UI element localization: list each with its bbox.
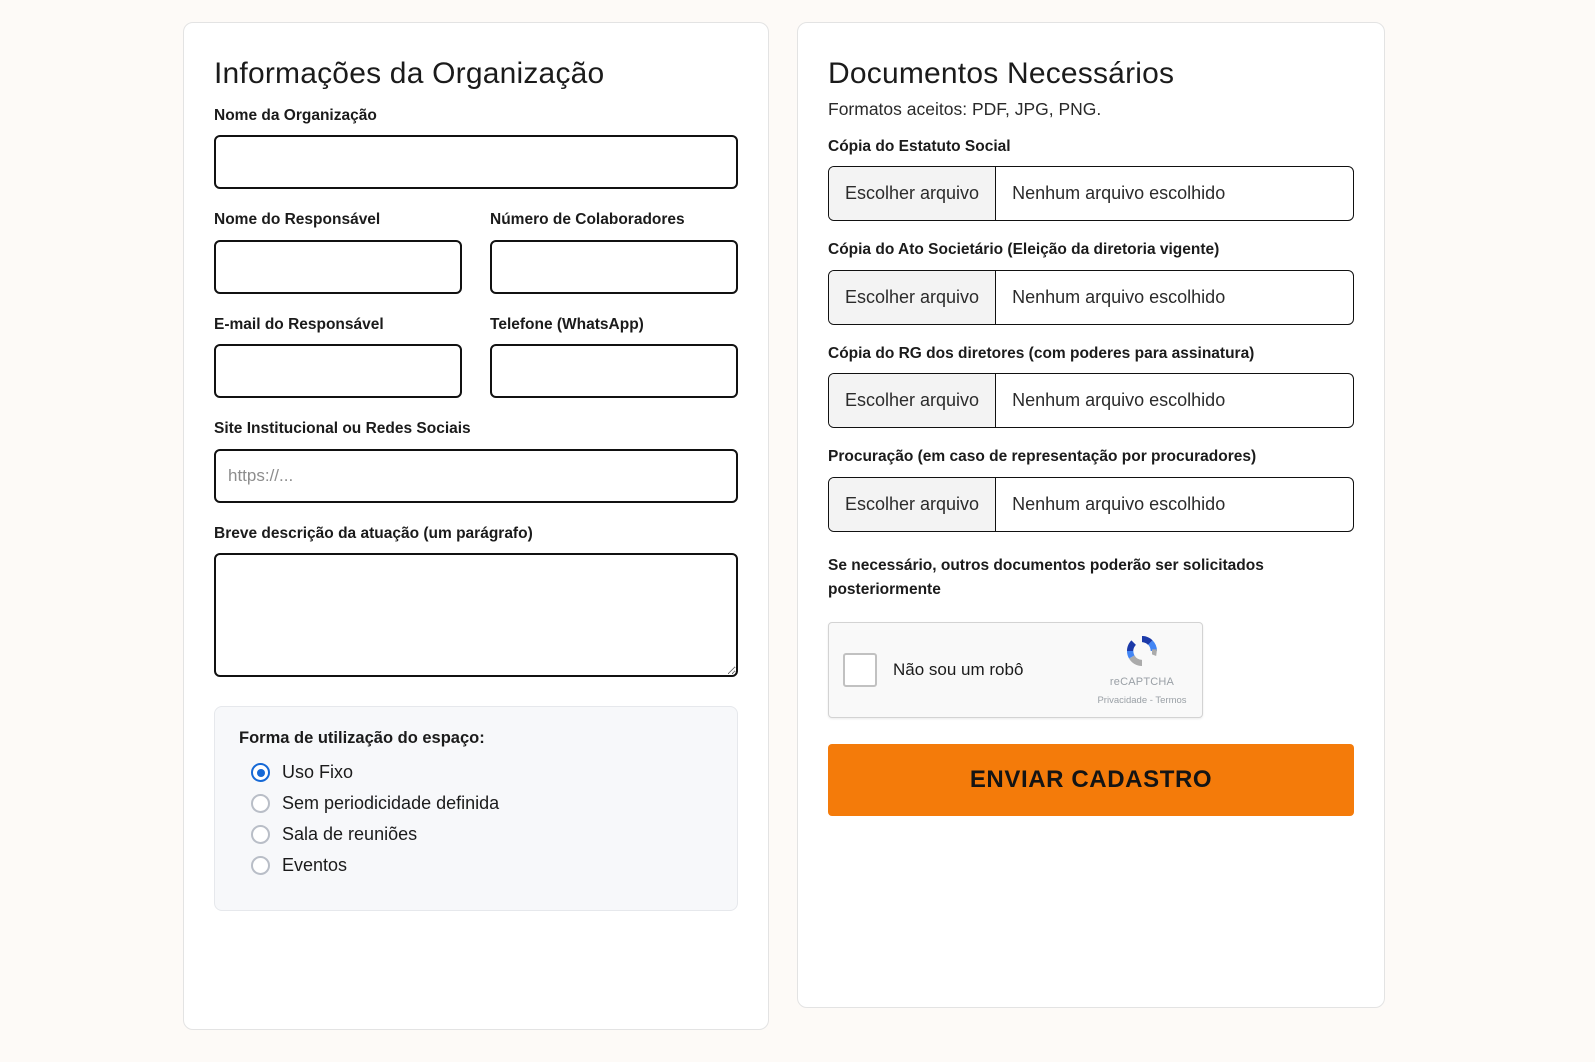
document-label-rg-diretores: Cópia do RG dos diretores (com poderes para assinatura) [828, 344, 1255, 362]
field-website [214, 418, 738, 502]
accepted-formats-text: Formatos aceitos: PDF, JPG, PNG. [828, 99, 1102, 119]
row-email-phone [214, 314, 738, 398]
organization-info-card [183, 22, 769, 1030]
file-input-estatuto-social[interactable] [828, 166, 1354, 221]
recaptcha-label: Não sou um robô [893, 659, 1024, 679]
radio-icon-unselected[interactable] [251, 856, 270, 875]
document-ato-societario [828, 239, 1354, 324]
org-name-label: Nome da Organização [214, 107, 377, 124]
file-input-rg-diretores[interactable] [828, 373, 1354, 428]
recaptcha-checkbox[interactable] [843, 653, 877, 687]
choose-file-button[interactable]: Escolher arquivo [829, 478, 996, 531]
radio-option-eventos[interactable] [251, 855, 713, 876]
description-textarea[interactable] [214, 553, 738, 677]
org-name-input[interactable] [214, 135, 738, 189]
document-label-estatuto-social: Cópia do Estatuto Social [828, 138, 1011, 155]
document-estatuto-social [828, 136, 1354, 221]
recaptcha-icon [1122, 631, 1162, 671]
recaptcha-legal-text: Privacidade - Termos [1097, 695, 1187, 707]
page-title: Informações da Organização [214, 57, 605, 90]
radio-label-sala-reunioes: Sala de reuniões [282, 824, 418, 845]
file-status-text: Nenhum arquivo escolhido [1012, 493, 1226, 514]
field-responsible-email [214, 314, 462, 398]
radio-icon-unselected[interactable] [251, 825, 270, 844]
radio-label-sem-periodicidade: Sem periodicidade definida [282, 793, 500, 814]
field-collaborators-count [490, 209, 738, 293]
usage-options-panel [214, 706, 738, 911]
recaptcha-branding [1096, 631, 1188, 708]
documents-title: Documentos Necessários [828, 57, 1175, 90]
choose-file-button[interactable]: Escolher arquivo [829, 167, 996, 220]
submit-button[interactable]: ENVIAR CADASTRO [828, 744, 1354, 816]
choose-file-button[interactable]: Escolher arquivo [829, 271, 996, 324]
radio-icon-selected[interactable] [251, 763, 270, 782]
responsible-name-input[interactable] [214, 240, 462, 294]
description-label: Breve descrição da atuação (um parágrafo) [214, 524, 533, 542]
responsible-email-label: E-mail do Responsável [214, 315, 384, 333]
responsible-email-input[interactable] [214, 344, 462, 398]
file-input-ato-societario[interactable] [828, 270, 1354, 325]
website-input[interactable] [214, 449, 738, 503]
field-phone [490, 314, 738, 398]
phone-label: Telefone (WhatsApp) [490, 315, 644, 333]
document-label-procuracao: Procuração (em caso de representação por procuradores) [828, 448, 1257, 466]
radio-option-sem-periodicidade[interactable] [251, 793, 713, 814]
document-label-ato-societario: Cópia do Ato Societário (Eleição da diretoria vigente) [828, 241, 1220, 259]
radio-option-sala-reunioes[interactable] [251, 824, 713, 845]
field-description [214, 523, 738, 682]
field-responsible-name [214, 209, 462, 293]
radio-option-uso-fixo[interactable] [251, 762, 713, 783]
recaptcha-brand-text: reCAPTCHA [1109, 676, 1175, 689]
file-status-text: Nenhum arquivo escolhido [1012, 286, 1226, 307]
collaborators-count-input[interactable] [490, 240, 738, 294]
file-status-text: Nenhum arquivo escolhido [1012, 183, 1226, 204]
field-org-name [214, 105, 738, 189]
additional-documents-note: Se necessário, outros documentos poderão ser solicitados posteriormente [828, 556, 1264, 598]
file-status-text: Nenhum arquivo escolhido [1012, 390, 1226, 411]
phone-input[interactable] [490, 344, 738, 398]
file-input-procuracao[interactable] [828, 477, 1354, 532]
row-responsible-collaborators [214, 209, 738, 293]
radio-label-uso-fixo: Uso Fixo [282, 762, 354, 783]
document-rg-diretores [828, 343, 1354, 428]
required-documents-card [797, 22, 1385, 1008]
responsible-name-label: Nome do Responsável [214, 211, 381, 229]
choose-file-button[interactable]: Escolher arquivo [829, 374, 996, 427]
document-procuracao [828, 446, 1354, 531]
recaptcha-widget[interactable] [828, 622, 1203, 718]
radio-icon-unselected[interactable] [251, 794, 270, 813]
collaborators-count-label: Número de Colaboradores [490, 211, 685, 229]
radio-label-eventos: Eventos [282, 855, 348, 876]
usage-options-title: Forma de utilização do espaço: [239, 729, 485, 748]
website-label: Site Institucional ou Redes Sociais [214, 420, 471, 438]
